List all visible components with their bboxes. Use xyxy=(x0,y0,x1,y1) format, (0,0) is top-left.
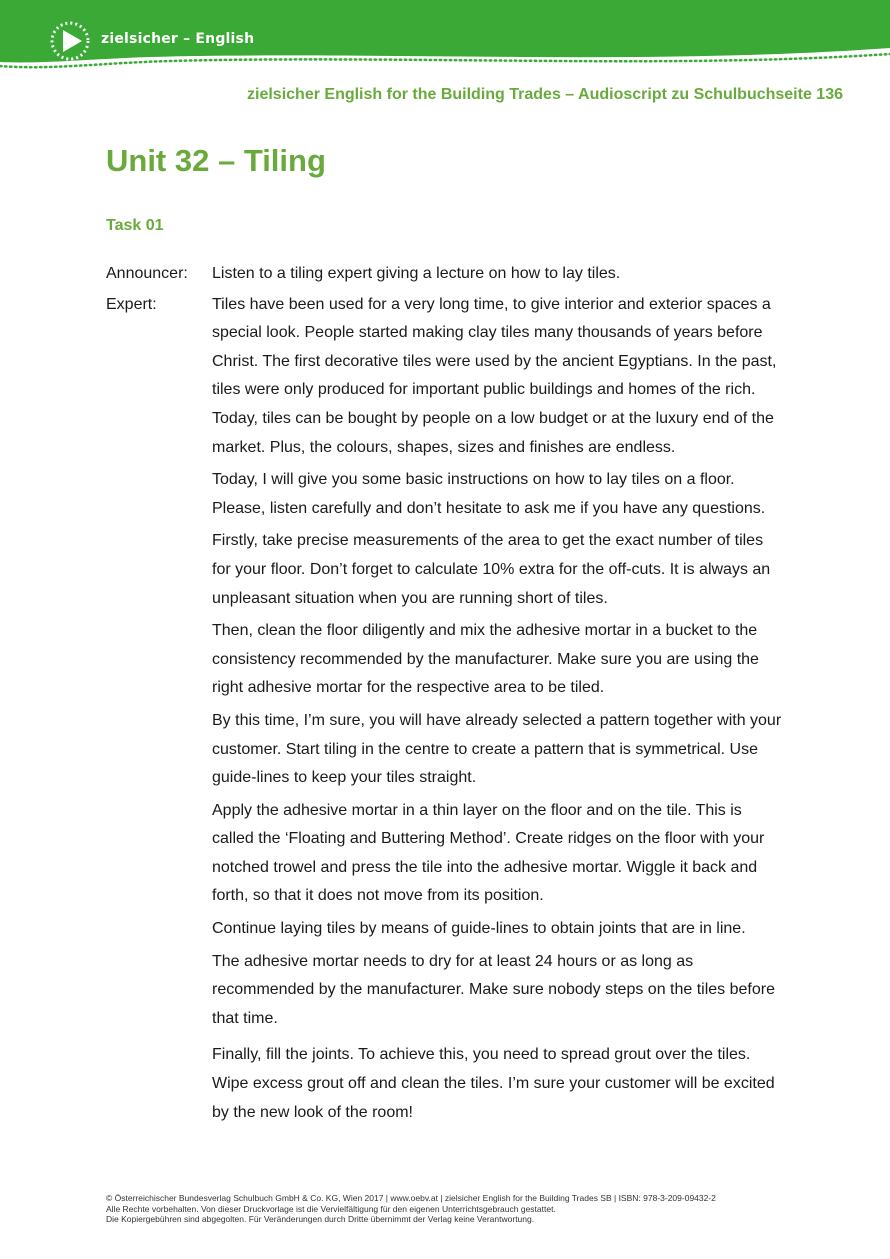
announcer-line xyxy=(106,260,786,289)
page-header: zielsicher English for the Building Trades – Audioscript zu Schulbuchseite 136 xyxy=(247,86,843,103)
task-label: Task 01 xyxy=(106,217,164,234)
copyright-footer xyxy=(106,1193,806,1225)
expert-paragraph: Firstly, take precise measurements of the area to get the exact number of tiles for your floor. Don’t forget to calculate 10% extra for the off-cuts. It is always an unpleasant situation when you are running short of tiles. xyxy=(212,532,771,607)
footer-line: © Österreichischer Bundesverlag Schulbuch GmbH & Co. KG, Wien 2017 | www.oebv.at | zielsicher English for the Building Trades SB | ISBN: 978-3-209-09432-2 xyxy=(106,1193,716,1203)
footer-line: Alle Rechte vorbehalten. Von dieser Druckvorlage ist die Vervielfältigung für den eigenen Unterrichtsgebrauch gestattet. xyxy=(106,1203,556,1214)
expert-paragraph: Then, clean the floor diligently and mix the adhesive mortar in a bucket to the consistency recommended by the manufacturer. Make sure you are using the right adhesive mortar for the respective area to be tiled. xyxy=(212,622,759,697)
expert-line xyxy=(106,291,786,1128)
expert-paragraph: Apply the adhesive mortar in a thin layer on the floor and on the tile. This is called the ‘Floating and Buttering Method’. Create ridges on the floor with your notched trowel and press the tile into the adhesive mortar. Wiggle it back and forth, so that it does not move from its position. xyxy=(212,801,765,905)
speaker-announcer: Announcer: xyxy=(106,265,188,282)
footer-line: Die Kopiergebühren sind abgegolten. Für Veränderungen durch Dritte übernimmt der Verlag keine Verantwortung. xyxy=(106,1214,535,1224)
expert-paragraph: The adhesive mortar needs to dry for at least 24 hours or as long as recommended by the manufacturer. Make sure nobody steps on the tiles before that time. xyxy=(212,952,775,1027)
expert-paragraph: Today, I will give you some basic instructions on how to lay tiles on a floor. Please, listen carefully and don’t hesitate to ask me if you have any questions. xyxy=(212,471,766,517)
brand-name: zielsicher – English xyxy=(101,31,255,47)
expert-paragraph: Finally, fill the joints. To achieve this, you need to spread grout over the tiles. Wipe excess grout off and clean the tiles. I’m sure your customer will be excited by the new look of the room! xyxy=(212,1046,775,1121)
speaker-expert: Expert: xyxy=(106,295,157,313)
audioscript xyxy=(106,260,786,1127)
expert-paragraph: By this time, I’m sure, you will have already selected a pattern together with your customer. Start tiling in the centre to create a pattern that is symmetrical. Use guide-lines to keep your tiles straight. xyxy=(212,711,782,787)
announcer-text: Listen to a tiling expert giving a lecture on how to lay tiles. xyxy=(212,265,621,282)
expert-paragraph: Continue laying tiles by means of guide-lines to obtain joints that are in line. xyxy=(212,920,746,938)
page-title: Unit 32 – Tiling xyxy=(106,143,326,178)
expert-paragraph: Tiles have been used for a very long time, to give interior and exterior spaces a special look. People started making clay tiles many thousands of years before Christ. The first decorative tiles were used by the ancient Egyptians. In the past, tiles were only produced for important public buildings and homes of the rich. Today, tiles can be bought by people on a low budget or at the luxury end of the market. Plus, the colours, shapes, sizes and finishes are endless. xyxy=(212,295,777,456)
